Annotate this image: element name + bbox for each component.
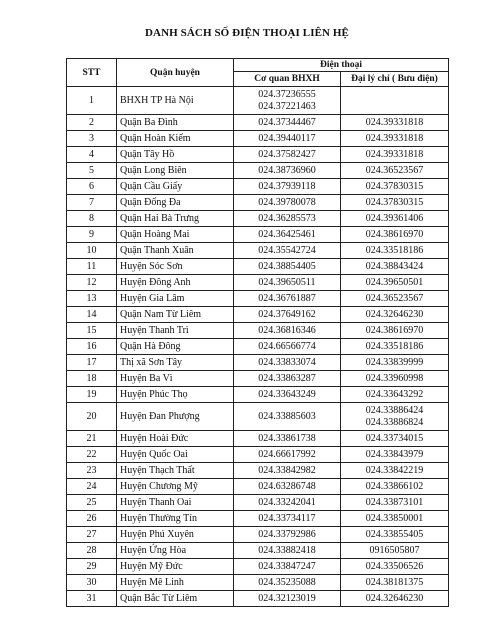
table-row	[67, 403, 449, 431]
row-agent-phone: 024.33843979	[365, 448, 424, 460]
row-district-name: Quận Long Biên	[117, 163, 234, 179]
row-agency-phone-cell	[234, 339, 341, 355]
table-row	[67, 559, 449, 575]
row-agent-phone-cell	[341, 591, 449, 607]
row-agency-phone-cell	[234, 559, 341, 575]
table-row	[67, 463, 449, 479]
row-agency-phone: 024.37582427	[258, 148, 316, 160]
row-agency-phone-cell	[234, 147, 341, 163]
row-stt: 25	[67, 495, 117, 511]
row-agent-phone: 024.38616970	[365, 324, 424, 336]
row-agency-phone-cell	[234, 87, 341, 115]
row-agent-phone: 024.33518186	[365, 244, 424, 256]
row-agent-phone-cell	[341, 275, 449, 291]
row-stt: 16	[67, 339, 117, 355]
row-agency-phone-cell	[234, 195, 341, 211]
row-district-name: Huyện Chương Mỹ	[117, 479, 234, 495]
row-stt: 29	[67, 559, 117, 575]
row-agent-phone-cell	[341, 371, 449, 387]
row-agency-phone: 024.66566774	[258, 340, 316, 352]
row-agency-phone: 024.35542724	[258, 244, 316, 256]
row-agent-phone-cell	[341, 179, 449, 195]
row-district-name: Quận Cầu Giấy	[117, 179, 234, 195]
row-agent-phone: 024.33855405	[365, 528, 424, 540]
row-district-name: BHXH TP Hà Nội	[117, 87, 234, 115]
table-row	[67, 591, 449, 607]
row-stt: 22	[67, 447, 117, 463]
row-district-name: Quận Bắc Từ Liêm	[117, 591, 234, 607]
row-stt: 13	[67, 291, 117, 307]
row-agent-phone-cell	[341, 291, 449, 307]
row-district-name: Quận Ba Đình	[117, 115, 234, 131]
row-agency-phone-cell	[234, 211, 341, 227]
row-agent-phone: 024.39331818	[365, 116, 424, 128]
row-district-name: Quận Đống Đa	[117, 195, 234, 211]
row-agent-phone-cell	[341, 211, 449, 227]
row-district-name: Huyện Đan Phượng	[117, 403, 234, 431]
table-row	[67, 387, 449, 403]
row-district-name: Huyện Thạch Thất	[117, 463, 234, 479]
row-agent-phone-cell	[341, 259, 449, 275]
row-agency-phone: 024.35235088	[258, 576, 316, 588]
row-district-name: Quận Hoàng Mai	[117, 227, 234, 243]
row-district-name: Huyện Thanh Trì	[117, 323, 234, 339]
row-agent-phone: 024.32646230	[365, 308, 424, 320]
row-agent-phone: 024.37830315	[365, 196, 424, 208]
row-agency-phone: 024.37649162	[258, 308, 316, 320]
row-agency-phone-cell	[234, 115, 341, 131]
row-agency-phone-cell	[234, 543, 341, 559]
row-agency-phone-cell	[234, 163, 341, 179]
table-row	[67, 323, 449, 339]
row-agency-phone-cell	[234, 479, 341, 495]
table-row	[67, 339, 449, 355]
row-agent-phone-cell	[341, 227, 449, 243]
table-row	[67, 211, 449, 227]
row-stt: 14	[67, 307, 117, 323]
table-row	[67, 511, 449, 527]
row-district-name: Huyện Ba Vì	[117, 371, 234, 387]
row-agency-phone: 024.66617992	[258, 448, 316, 460]
row-agent-phone: 024.33842219	[365, 464, 424, 476]
row-agent-phone: 024.33866102	[365, 480, 424, 492]
row-district-name: Huyện Mỹ Đức	[117, 559, 234, 575]
row-stt: 15	[67, 323, 117, 339]
row-agency-phone-cell	[234, 511, 341, 527]
row-district-name: Huyện Thanh Oai	[117, 495, 234, 511]
row-agent-phone-cell	[341, 559, 449, 575]
row-district-name: Huyện Gia Lâm	[117, 291, 234, 307]
row-district-name: Quận Hai Bà Trưng	[117, 211, 234, 227]
row-agency-phone-cell	[234, 275, 341, 291]
row-agent-phone-cell	[341, 243, 449, 259]
table-row	[67, 227, 449, 243]
row-stt: 8	[67, 211, 117, 227]
row-stt: 27	[67, 527, 117, 543]
row-agency-phone: 024.37221463	[258, 100, 316, 112]
row-agent-phone: 024.39331818	[365, 148, 424, 160]
row-agent-phone-cell	[341, 527, 449, 543]
header-agency: Cơ quan BHXH	[234, 72, 341, 87]
row-agent-phone: 024.33643292	[365, 388, 424, 400]
row-agent-phone-cell	[341, 495, 449, 511]
row-agent-phone-cell	[341, 387, 449, 403]
row-agent-phone-cell	[341, 431, 449, 447]
table-row	[67, 575, 449, 591]
row-agent-phone: 024.33886824	[365, 416, 424, 428]
row-agent-phone-cell	[341, 195, 449, 211]
row-agent-phone: 024.38843424	[365, 260, 424, 272]
row-agency-phone: 024.36425461	[258, 228, 316, 240]
row-agent-phone: 024.33518186	[365, 340, 424, 352]
row-stt: 2	[67, 115, 117, 131]
table-row	[67, 447, 449, 463]
page-title: DANH SÁCH SỐ ĐIỆN THOẠI LIÊN HỆ	[145, 27, 349, 39]
row-agent-phone: 024.37830315	[365, 180, 424, 192]
row-stt: 30	[67, 575, 117, 591]
row-agency-phone-cell	[234, 131, 341, 147]
row-agent-phone-cell	[341, 355, 449, 371]
row-agency-phone-cell	[234, 495, 341, 511]
row-agency-phone: 024.63286748	[258, 480, 316, 492]
header-phone: Điện thoại	[234, 59, 449, 72]
row-agent-phone-cell	[341, 115, 449, 131]
row-agency-phone-cell	[234, 323, 341, 339]
row-district-name: Quận Nam Từ Liêm	[117, 307, 234, 323]
row-district-name: Huyện Hoài Đức	[117, 431, 234, 447]
row-agency-phone-cell	[234, 387, 341, 403]
row-agency-phone-cell	[234, 227, 341, 243]
row-agency-phone: 024.32123019	[258, 592, 316, 604]
row-stt: 3	[67, 131, 117, 147]
row-agency-phone: 024.39650511	[258, 276, 316, 288]
row-agency-phone: 024.33882418	[258, 544, 316, 556]
table-row	[67, 115, 449, 131]
row-agent-phone: 024.36523567	[365, 164, 424, 176]
table-row	[67, 195, 449, 211]
row-agent-phone-cell	[341, 163, 449, 179]
header-stt: STT	[67, 59, 117, 87]
row-agent-phone-cell	[341, 147, 449, 163]
row-stt: 26	[67, 511, 117, 527]
row-agent-phone: 024.32646230	[365, 592, 424, 604]
row-agent-phone: 024.33506526	[365, 560, 424, 572]
row-agent-phone-cell	[341, 447, 449, 463]
row-agency-phone-cell	[234, 527, 341, 543]
table-row	[67, 87, 449, 115]
row-agency-phone: 024.33847247	[258, 560, 316, 572]
row-agent-phone: 024.33839999	[365, 356, 424, 368]
row-district-name: Huyện Mê Linh	[117, 575, 234, 591]
row-agent-phone: 024.39361406	[365, 212, 424, 224]
row-agency-phone-cell	[234, 243, 341, 259]
row-agency-phone: 024.38736960	[258, 164, 316, 176]
row-district-name: Huyện Phúc Thọ	[117, 387, 234, 403]
row-agency-phone: 024.37344467	[258, 116, 316, 128]
table-row	[67, 543, 449, 559]
row-district-name: Huyện Quốc Oai	[117, 447, 234, 463]
row-agency-phone: 024.33242041	[258, 496, 316, 508]
row-stt: 6	[67, 179, 117, 195]
row-agent-phone-cell	[341, 403, 449, 431]
row-agent-phone-cell	[341, 307, 449, 323]
row-district-name: Huyện Ứng Hòa	[117, 543, 234, 559]
row-stt: 12	[67, 275, 117, 291]
header-district: Quận huyện	[117, 59, 234, 87]
row-agent-phone-cell	[341, 323, 449, 339]
row-agency-phone-cell	[234, 431, 341, 447]
table-row	[67, 275, 449, 291]
table-row	[67, 371, 449, 387]
row-stt: 18	[67, 371, 117, 387]
row-agent-phone: 024.33734015	[365, 432, 424, 444]
row-agent-phone: 024.38181375	[365, 576, 424, 588]
row-district-name: Quận Hoàn Kiếm	[117, 131, 234, 147]
table-row	[67, 495, 449, 511]
row-agent-phone-cell	[341, 575, 449, 591]
row-agency-phone: 024.33833074	[258, 356, 316, 368]
row-agent-phone-cell	[341, 511, 449, 527]
row-agent-phone-cell	[341, 543, 449, 559]
row-agent-phone: 024.39650501	[365, 276, 424, 288]
table-row	[67, 291, 449, 307]
row-stt: 31	[67, 591, 117, 607]
row-district-name: Huyện Phú Xuyên	[117, 527, 234, 543]
table-row	[67, 179, 449, 195]
row-district-name: Huyện Sóc Sơn	[117, 259, 234, 275]
row-agency-phone: 024.33885603	[258, 410, 316, 422]
row-agent-phone: 024.33960998	[365, 372, 424, 384]
row-agency-phone-cell	[234, 447, 341, 463]
row-agency-phone: 024.33734117	[258, 512, 316, 524]
table-row	[67, 527, 449, 543]
row-stt: 21	[67, 431, 117, 447]
row-agency-phone: 024.39440117	[258, 132, 316, 144]
row-agency-phone: 024.33863287	[258, 372, 316, 384]
table-row	[67, 307, 449, 323]
row-agent-phone: 024.33850001	[365, 512, 424, 524]
row-agency-phone-cell	[234, 355, 341, 371]
row-agent-phone-cell	[341, 479, 449, 495]
row-district-name: Quận Tây Hồ	[117, 147, 234, 163]
row-agent-phone-cell	[341, 131, 449, 147]
row-agency-phone: 024.38854405	[258, 260, 316, 272]
row-agency-phone: 024.39780078	[258, 196, 316, 208]
row-agency-phone: 024.36285573	[258, 212, 316, 224]
row-agency-phone: 024.33842982	[258, 464, 316, 476]
row-stt: 4	[67, 147, 117, 163]
table-row	[67, 479, 449, 495]
contact-table	[66, 58, 449, 607]
row-agent-phone: 0916505807	[369, 544, 420, 556]
row-stt: 17	[67, 355, 117, 371]
row-stt: 20	[67, 403, 117, 431]
row-agency-phone-cell	[234, 259, 341, 275]
row-agency-phone: 024.37236555	[258, 88, 316, 100]
table-row	[67, 431, 449, 447]
row-stt: 7	[67, 195, 117, 211]
header-agent: Đại lý chỉ ( Bưu điện)	[341, 72, 449, 87]
row-agent-phone: 024.38616970	[365, 228, 424, 240]
table-row	[67, 163, 449, 179]
row-agency-phone-cell	[234, 575, 341, 591]
row-district-name: Huyện Đông Anh	[117, 275, 234, 291]
row-agency-phone: 024.37939118	[258, 180, 316, 192]
row-agency-phone-cell	[234, 403, 341, 431]
row-agent-phone: 024.36523567	[365, 292, 424, 304]
row-agent-phone-cell	[341, 87, 449, 115]
row-agent-phone-cell	[341, 339, 449, 355]
row-stt: 19	[67, 387, 117, 403]
row-agency-phone: 024.33861738	[258, 432, 316, 444]
table-body	[67, 87, 449, 607]
table-row	[67, 355, 449, 371]
row-agency-phone-cell	[234, 463, 341, 479]
row-agency-phone: 024.33643249	[258, 388, 316, 400]
row-stt: 23	[67, 463, 117, 479]
row-district-name: Quận Hà Đông	[117, 339, 234, 355]
row-district-name: Quận Thanh Xuân	[117, 243, 234, 259]
row-agency-phone-cell	[234, 291, 341, 307]
row-stt: 10	[67, 243, 117, 259]
row-stt: 9	[67, 227, 117, 243]
row-agent-phone-cell	[341, 463, 449, 479]
row-stt: 28	[67, 543, 117, 559]
table-row	[67, 243, 449, 259]
row-stt: 11	[67, 259, 117, 275]
row-agency-phone-cell	[234, 591, 341, 607]
row-agency-phone: 024.33792986	[258, 528, 316, 540]
row-agent-phone: 024.33886424	[365, 404, 424, 416]
row-stt: 24	[67, 479, 117, 495]
row-stt: 5	[67, 163, 117, 179]
row-agency-phone-cell	[234, 179, 341, 195]
table-row	[67, 131, 449, 147]
row-agency-phone: 024.36761887	[258, 292, 316, 304]
row-agency-phone: 024.36816346	[258, 324, 316, 336]
row-district-name: Thị xã Sơn Tây	[117, 355, 234, 371]
table-row	[67, 259, 449, 275]
row-district-name: Huyện Thường Tín	[117, 511, 234, 527]
row-agency-phone-cell	[234, 307, 341, 323]
row-agent-phone: 024.33873101	[365, 496, 424, 508]
table-row	[67, 147, 449, 163]
row-agent-phone: 024.39331818	[365, 132, 424, 144]
row-agency-phone-cell	[234, 371, 341, 387]
row-stt: 1	[67, 87, 117, 115]
